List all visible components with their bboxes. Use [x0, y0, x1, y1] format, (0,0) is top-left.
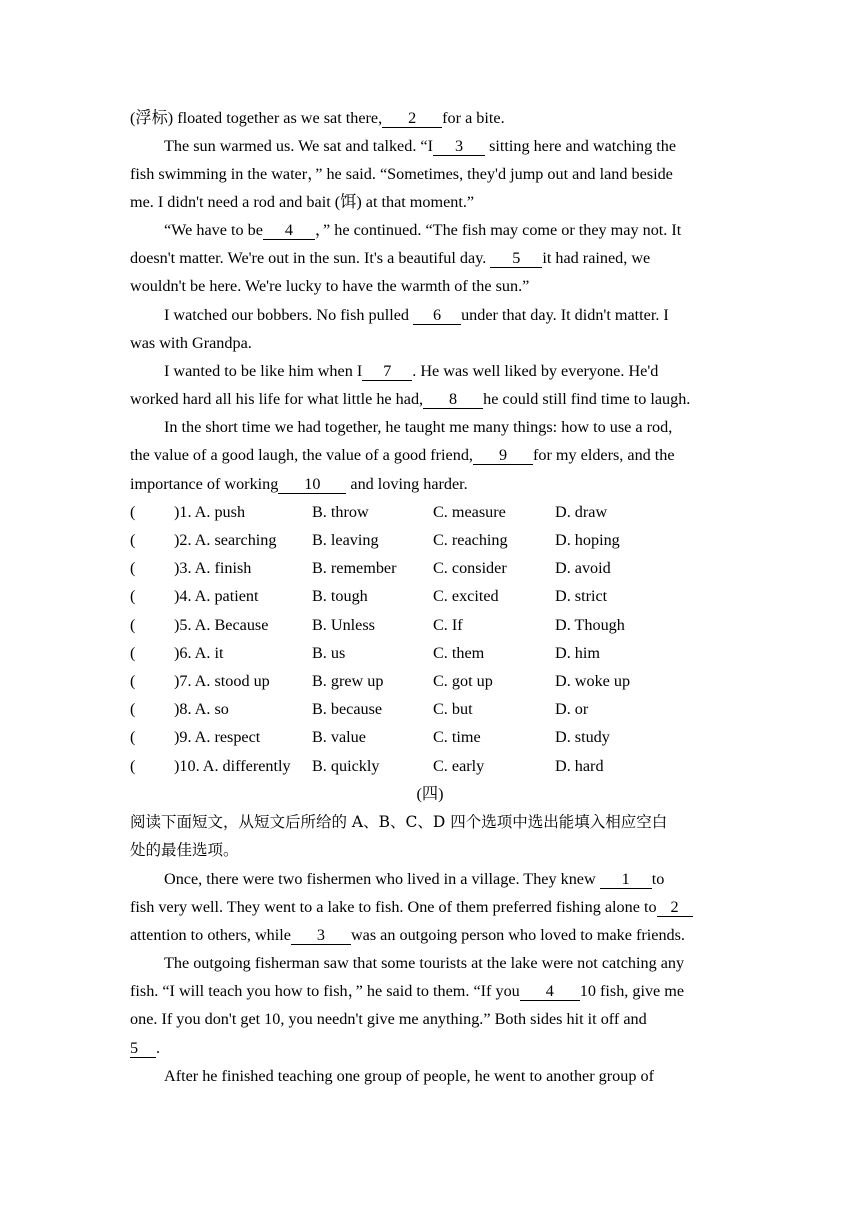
option-b: B. us: [312, 644, 346, 662]
option-c: C. reaching: [433, 531, 508, 549]
option-c: C. If: [433, 616, 463, 634]
option-b: B. Unless: [312, 616, 375, 634]
option-c: C. them: [433, 644, 485, 662]
option-c: C. excited: [433, 587, 499, 605]
passage-line: [130, 1038, 160, 1058]
passage-line: [164, 361, 658, 381]
option-d: D. strict: [555, 587, 608, 605]
text-segment: fish. “I will teach you how to fish，” he said to them. “If you: [130, 982, 520, 1000]
option-a: )7. A. stood up: [174, 672, 270, 690]
passage-line: [164, 869, 664, 889]
option-d: D. study: [555, 728, 610, 746]
text-segment: and loving harder.: [346, 475, 468, 493]
text-segment: The sun warmed us. We sat and talked. “I: [164, 137, 434, 155]
option-c: C. time: [433, 728, 481, 746]
text-segment: I wanted to be like him when I: [164, 362, 363, 380]
option-a: )9. A. respect: [174, 728, 261, 746]
passage-line: [130, 925, 685, 945]
answer-paren: (: [130, 728, 136, 746]
passage-line: [164, 220, 681, 240]
option-a: )3. A. finish: [174, 559, 252, 577]
option-a: )5. A. Because: [174, 616, 269, 634]
blank-5: 5: [130, 1040, 156, 1058]
passage-line: [130, 445, 675, 465]
option-a: )4. A. patient: [174, 587, 259, 605]
option-d: D. hoping: [555, 531, 620, 549]
option-b: B. quickly: [312, 757, 380, 775]
text-segment: to: [651, 870, 665, 888]
text-segment: it had rained, we: [542, 249, 651, 267]
text-segment: .: [156, 1039, 161, 1057]
passage-line: [130, 474, 468, 494]
text-segment: for my elders, and the: [532, 446, 675, 464]
text-segment: ，” he continued. “The fish may come or they may not. It: [314, 221, 682, 239]
blank-2: 2: [657, 899, 693, 917]
passage-line: [130, 981, 684, 1001]
option-a: )8. A. so: [174, 700, 229, 718]
passage-line: After he finished teaching one group of people, he went to another group of: [164, 1067, 654, 1085]
text-segment: 10 fish, give me: [579, 982, 685, 1000]
option-d: D. Though: [555, 616, 625, 634]
text-segment: attention to others, while: [130, 926, 291, 944]
passage-line: one. If you don't get 10, you needn't give me anything.” Both sides hit it off and: [130, 1010, 647, 1028]
text-segment: I watched our bobbers. No fish pulled: [164, 306, 414, 324]
blank-2: 2: [382, 110, 442, 128]
option-b: B. leaving: [312, 531, 379, 549]
instruction-line: 处的最佳选项。: [130, 841, 239, 859]
blank-6: 6: [413, 307, 461, 325]
blank-10: 10: [278, 476, 346, 494]
option-b: B. grew up: [312, 672, 384, 690]
answer-paren: (: [130, 644, 136, 662]
blank-3: 3: [433, 138, 485, 156]
option-c: C. measure: [433, 503, 506, 521]
option-b: B. tough: [312, 587, 368, 605]
blank-5: 5: [490, 250, 542, 268]
answer-paren: (: [130, 757, 136, 775]
answer-paren: (: [130, 700, 136, 718]
option-b: B. value: [312, 728, 366, 746]
option-d: D. avoid: [555, 559, 611, 577]
answer-paren: (: [130, 503, 136, 521]
passage-line: fish swimming in the water，” he said. “Sometimes, they'd jump out and land beside: [130, 165, 673, 183]
option-c: C. early: [433, 757, 485, 775]
option-c: C. consider: [433, 559, 507, 577]
answer-paren: (: [130, 531, 136, 549]
text-segment: fish very well. They went to a lake to fish. One of them preferred fishing alone to: [130, 898, 657, 916]
option-a: )2. A. searching: [174, 531, 277, 549]
blank-9: 9: [473, 447, 533, 465]
option-d: D. woke up: [555, 672, 631, 690]
option-c: C. but: [433, 700, 473, 718]
text-segment: was an outgoing person who loved to make friends.: [350, 926, 685, 944]
passage-line: was with Grandpa.: [130, 334, 252, 352]
passage-line: me. I didn't need a rod and bait (饵) at that moment.”: [130, 193, 475, 211]
text-segment: sitting here and watching the: [485, 137, 677, 155]
blank-1: 1: [600, 871, 652, 889]
instruction-line: 阅读下面短文，从短文后所给的 A、B、C、D 四个选项中选出能填入相应空白: [130, 813, 668, 831]
option-d: D. draw: [555, 503, 608, 521]
text-segment: under that day. It didn't matter. I: [461, 306, 669, 324]
passage-line: [130, 897, 693, 917]
option-b: B. remember: [312, 559, 397, 577]
option-d: D. or: [555, 700, 589, 718]
text-segment: . He was well liked by everyone. He'd: [412, 362, 659, 380]
passage-line: In the short time we had together, he taught me many things: how to use a rod,: [164, 418, 673, 436]
blank-4: 4: [263, 222, 315, 240]
option-a: )6. A. it: [174, 644, 224, 662]
text-segment: for a bite.: [442, 109, 505, 127]
text-segment: worked hard all his life for what little he had,: [130, 390, 424, 408]
text-segment: “We have to be: [164, 221, 263, 239]
option-d: D. hard: [555, 757, 604, 775]
passage-line: [130, 389, 690, 409]
text-segment: (浮标) floated together as we sat there,: [130, 109, 383, 127]
answer-paren: (: [130, 587, 136, 605]
blank-4: 4: [520, 983, 580, 1001]
passage-line: wouldn't be here. We're lucky to have the warmth of the sun.”: [130, 277, 530, 295]
answer-paren: (: [130, 672, 136, 690]
text-segment: the value of a good laugh, the value of a good friend,: [130, 446, 473, 464]
passage-line: [130, 248, 650, 268]
answer-paren: (: [130, 616, 136, 634]
passage-line: [164, 305, 669, 325]
passage-line: [130, 108, 505, 128]
text-segment: he could still find time to laugh.: [483, 390, 691, 408]
passage-line: The outgoing fisherman saw that some tourists at the lake were not catching any: [164, 954, 685, 972]
option-d: D. him: [555, 644, 600, 662]
text-segment: doesn't matter. We're out in the sun. It's a beautiful day.: [130, 249, 491, 267]
blank-7: 7: [362, 363, 412, 381]
option-b: B. throw: [312, 503, 369, 521]
text-segment: Once, there were two fishermen who lived in a village. They knew: [164, 870, 600, 888]
passage-line: [164, 136, 676, 156]
blank-3: 3: [291, 927, 351, 945]
section-title: (四): [416, 785, 444, 803]
option-b: B. because: [312, 700, 383, 718]
answer-paren: (: [130, 559, 136, 577]
blank-8: 8: [423, 391, 483, 409]
text-segment: importance of working: [130, 475, 279, 493]
option-a: )10. A. differently: [174, 757, 291, 775]
option-c: C. got up: [433, 672, 493, 690]
option-a: )1. A. push: [174, 503, 246, 521]
